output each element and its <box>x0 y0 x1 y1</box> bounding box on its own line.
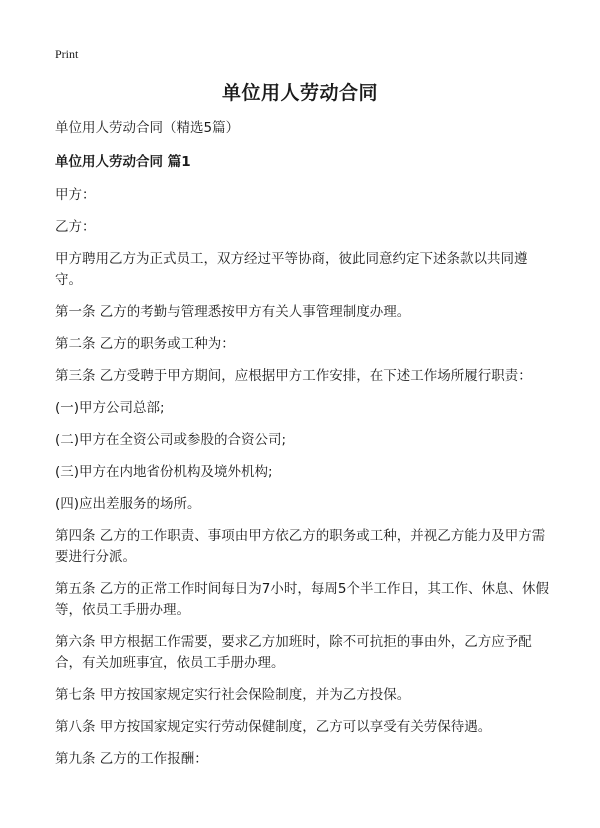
preamble-paragraph: 甲方聘用乙方为正式员工，双方经过平等协商，彼此同意约定下述条款以共同遵守。 <box>55 251 528 288</box>
article-8: 第八条 甲方按国家规定实行劳动保健制度，乙方可以享受有关劳保待遇。 <box>55 719 492 735</box>
document-subtitle: 单位用人劳动合同（精选5篇） <box>55 120 240 136</box>
article-2: 第二条 乙方的职务或工种为： <box>55 336 235 352</box>
article-4: 第四条 乙方的工作职责、事项由甲方依乙方的职务或工种，并视乙方能力及甲方需要进行分派。 <box>55 528 546 565</box>
article-7: 第七条 甲方按国家规定实行社会保险制度，并为乙方投保。 <box>55 687 411 703</box>
article-3-item-2: (二)甲方在全资公司或参股的合资公司; <box>55 432 287 448</box>
article-1: 第一条 乙方的考勤与管理悉按甲方有关人事管理制度办理。 <box>55 304 411 320</box>
print-link[interactable]: Print <box>55 47 79 61</box>
document-title: 单位用人劳动合同 <box>221 82 378 104</box>
article-6: 第六条 甲方根据工作需要，要求乙方加班时，除不可抗拒的事由外，乙方应予配合，有关加班事宜，依员工手册办理。 <box>55 634 532 671</box>
article-3-item-3: (三)甲方在内地省份机构及境外机构; <box>55 464 273 480</box>
article-3-item-1: (一)甲方公司总部; <box>55 400 165 416</box>
article-3: 第三条 乙方受聘于甲方期间，应根据甲方工作安排，在下述工作场所履行职责： <box>55 368 532 384</box>
party-a-line: 甲方： <box>55 187 96 203</box>
article-9: 第九条 乙方的工作报酬： <box>55 751 208 767</box>
party-b-line: 乙方： <box>55 219 96 235</box>
section-heading: 单位用人劳动合同 篇1 <box>55 154 191 170</box>
article-3-item-4: (四)应出差服务的场所。 <box>55 496 201 512</box>
article-5: 第五条 乙方的正常工作时间每日为7小时，每周5个半工作日，其工作、休息、休假等，依员工手册办理。 <box>55 581 549 618</box>
document-body <box>55 118 550 781</box>
